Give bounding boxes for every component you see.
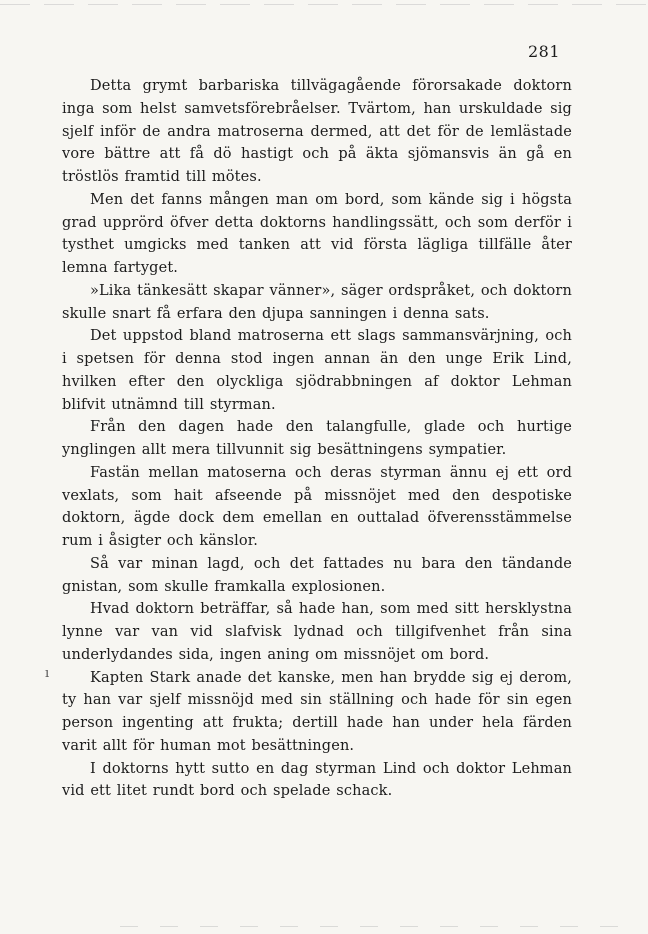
paragraph: Fastän mellan matoserna och deras styrman ännu ej ett ord vexlats, som hait afseende på missnöjet med den despotiske doktorn, ägde dock dem emellan en outtalad öfverensstämmelse rum i åsigter och känslor. [62, 464, 572, 549]
paragraph: Men det fanns mången man om bord, som kände sig i högsta grad upprörd öfver detta doktorns handlingssätt, och som derför i tysthet umgicks med tanken att vid första lägliga tillfälle åter lemna fartyget. [62, 191, 572, 276]
paragraph: Från den dagen hade den talangfulle, glade och hurtige ynglingen allt mera tillvunnit sig besättningens sympatier. [62, 419, 572, 458]
margin-mark: ı [45, 666, 50, 681]
paragraph: Detta grymt barbariska tillvägagående förorsakade doktorn inga som helst samvetsförebråelser. Tvärtom, han urskuldade sig sjelf inför de andra matroserna dermed, att det för de lemlästade vore bättre att få dö hastigt och på äkta sjömansvis än gå en tröstlös framtid till mötes. [62, 78, 572, 185]
paragraph: Hvad doktorn beträffar, så hade han, som med sitt hersklystna lynne var van vid slafvisk lydnad och tillgifvenhet från sina underlydandes sida, ingen aning om missnöjet om bord. [62, 601, 572, 663]
page-bottom-edge [120, 926, 640, 927]
page-top-edge [0, 4, 648, 5]
page-number: 281 [527, 42, 560, 61]
paragraph: Det uppstod bland matroserna ett slags sammansvärjning, och i spetsen för denna stod ingen annan än den unge Erik Lind, hvilken efter den olyckliga sjödrabbningen af doktor Lehman blifvit utnämnd till styrman. [62, 328, 572, 413]
paragraph: Kapten Stark anade det kanske, men han brydde sig ej derom, ty han var sjelf missnöjd med sin ställning och hade för sin egen person ingenting att frukta; dertill hade han under hela färden varit allt för human mot besättningen. [62, 669, 572, 754]
paragraph: Så var minan lagd, och det fattades nu bara den tändande gnistan, som skulle framkalla explosionen. [62, 555, 572, 595]
paragraph: I doktorns hytt sutto en dag styrman Lind och doktor Lehman vid ett litet rundt bord och spelade schack. [62, 760, 572, 800]
body-text [62, 75, 572, 803]
paragraph: »Lika tänkesätt skapar vänner», säger ordspråket, och doktorn skulle snart få erfara den djupa sanningen i denna sats. [62, 282, 572, 322]
